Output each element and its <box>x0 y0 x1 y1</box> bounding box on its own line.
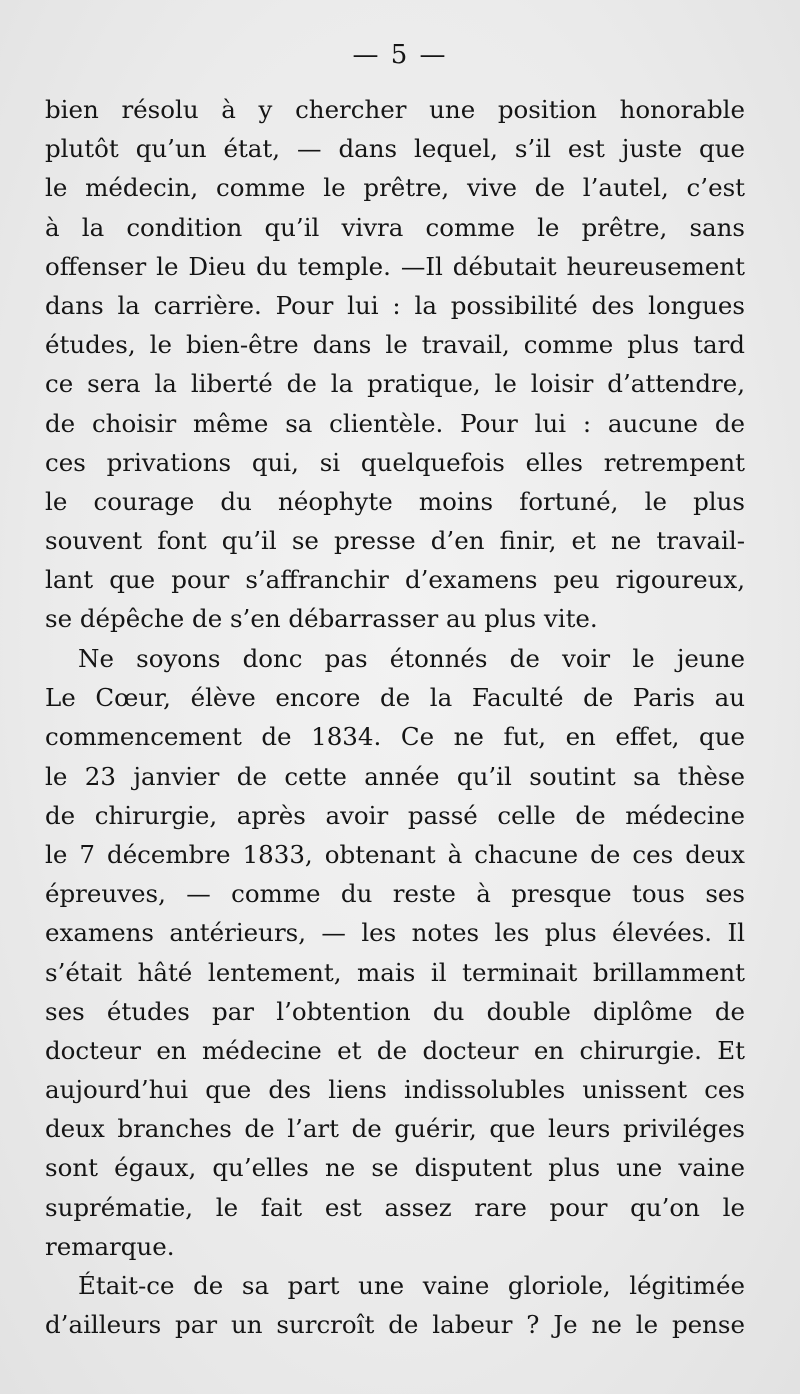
text-line: offenser le Dieu du temple. —Il débutait heureusement <box>45 251 745 281</box>
text-line: plutôt qu’un état, — dans lequel, s’il est juste que <box>45 134 745 164</box>
text-line: bien résolu à y chercher une position honorable <box>45 95 745 124</box>
text-line: s’était hâté lentement, mais il terminait brillamment <box>45 957 745 987</box>
text-line: le 7 décembre 1833, obtenant à chacune de ces deux <box>45 839 745 869</box>
page-number: — 5 — <box>352 40 448 70</box>
text-line: ce sera la liberté de la pratique, le loisir d’attendre, <box>45 369 745 399</box>
text-line: épreuves, — comme du reste à presque tous ses <box>45 879 745 909</box>
text-line: de choisir même sa clientèle. Pour lui : aucune de <box>45 408 745 438</box>
text-line: à la condition qu’il vivra comme le prêtre, sans <box>45 212 745 242</box>
text-line: examens antérieurs, — les notes les plus élevées. Il <box>45 918 745 948</box>
text-line: docteur en médecine et de docteur en chirurgie. Et <box>45 1035 745 1065</box>
text-line: aujourd’hui que des liens indissolubles unissent ces <box>45 1075 745 1105</box>
paragraph-2 <box>45 639 745 1266</box>
text-line: dans la carrière. Pour lui : la possibilité des longues <box>45 290 745 320</box>
text-line: de chirurgie, après avoir passé celle de médecine <box>45 800 745 830</box>
text-line: suprématie, le fait est assez rare pour qu’on le <box>45 1192 745 1222</box>
text-line: études, le bien-être dans le travail, comme plus tard <box>45 330 745 360</box>
text-line: d’ailleurs par un surcroît de labeur ? Je ne le pense <box>45 1310 745 1340</box>
paragraph-1 <box>45 90 745 639</box>
text-line: sont égaux, qu’elles ne se disputent plus une vaine <box>45 1153 745 1183</box>
text-line: ces privations qui, si quelquefois elles retrempent <box>45 447 745 477</box>
text-line: Était-ce de sa part une vaine gloriole, légitimée <box>78 1271 745 1300</box>
text-line: remarque. <box>45 1231 175 1261</box>
text-line: Le Cœur, élève encore de la Faculté de Paris au <box>45 683 745 713</box>
text-line: lant que pour s’affranchir d’examens peu rigoureux, <box>45 565 745 595</box>
text-line: Ne soyons donc pas étonnés de voir le jeune <box>78 644 745 673</box>
text-line: le courage du néophyte moins fortuné, le plus <box>45 486 745 516</box>
text-line: se dépêche de s’en débarrasser au plus vite. <box>45 604 598 634</box>
paragraph-3 <box>45 1266 745 1344</box>
text-line: commencement de 1834. Ce ne fut, en effet, que <box>45 722 745 752</box>
text-line: le 23 janvier de cette année qu’il soutint sa thèse <box>45 761 745 791</box>
text-line: ses études par l’obtention du double diplôme de <box>45 996 745 1026</box>
text-line: deux branches de l’art de guérir, que leurs priviléges <box>45 1114 745 1144</box>
text-line: le médecin, comme le prêtre, vive de l’autel, c’est <box>45 173 745 203</box>
text-line: souvent font qu’il se presse d’en finir, et ne travail- <box>45 526 745 556</box>
